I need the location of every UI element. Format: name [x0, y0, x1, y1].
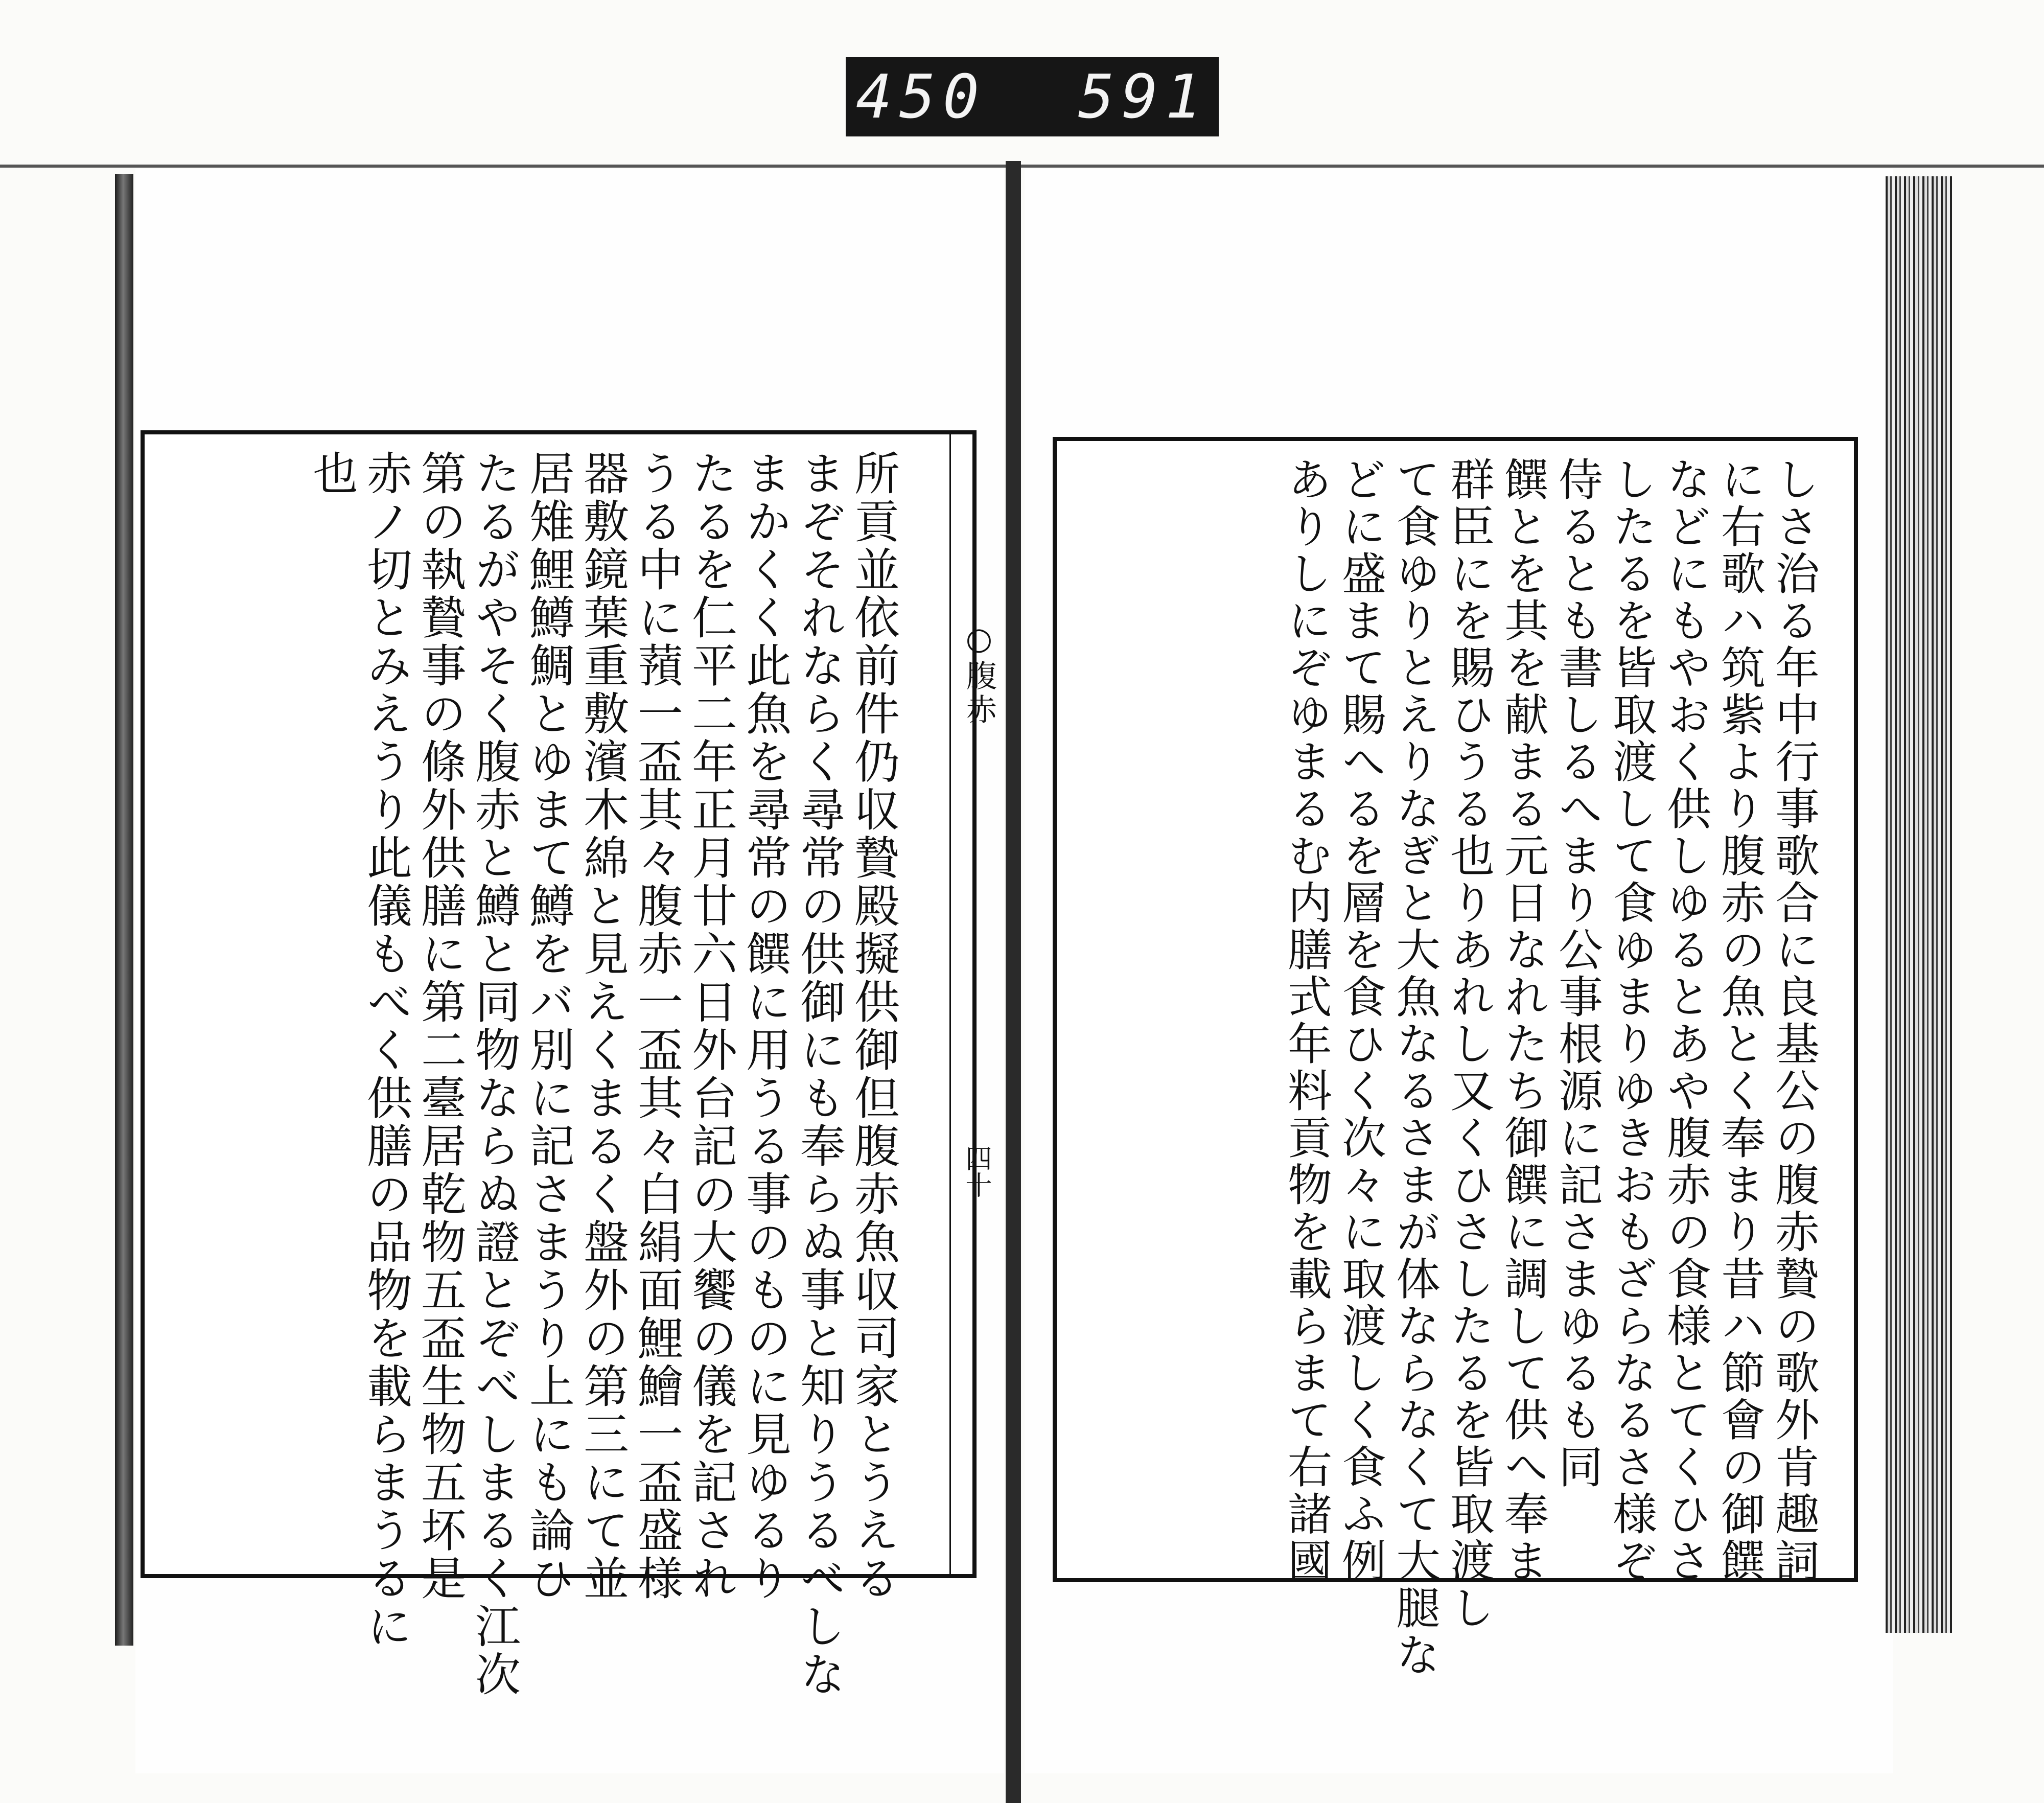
text-column: 第の執贄事の條外供膳に第二臺居乾物五盃生物五坏是 [414, 450, 467, 1603]
text-column: 侍るとも書しるへまり公事根源に記さまゆるも同 [1551, 456, 1603, 1491]
book-edge-left [115, 174, 133, 1646]
text-column: したるを皆取渡して食ゆまりゆきおもざらなるさ様ぞ [1605, 456, 1657, 1585]
scan-label-plate [846, 57, 1219, 136]
scan-label-left: 450 [855, 61, 986, 132]
margin-rule [949, 434, 951, 1574]
section-title: ○腹赤 [961, 621, 997, 727]
left-text-columns [168, 450, 901, 1699]
book-edge-right [1886, 176, 1952, 1633]
text-column: に右歌ハ筑紫より腹赤の魚とく奉まり昔ハ節會の御饌 [1713, 456, 1766, 1585]
right-text-frame [1053, 437, 1858, 1679]
text-column: 居雉鯉鱒鯛とゆまて鱒をバ別に記さまうり上にも論ひ [522, 450, 575, 1603]
text-column: 群臣にを賜ひうる也りあれし又くひさしたるを皆取渡し [1443, 456, 1495, 1632]
text-column: どに盛まて賜へるを層を食ひく次々に取渡しく食ふ例 [1334, 456, 1386, 1585]
text-column: 所貢並依前件仍収贄殿擬供御但腹赤魚収司家とうえる [847, 450, 900, 1603]
text-column: 器敷鏡葉重敷濱木綿と見えくまるく盤外の第三にて並 [576, 450, 630, 1603]
text-column: まかくく此魚を尋常の饌に用うる事のものに見ゆるり [739, 450, 792, 1603]
left-text-frame [141, 430, 997, 1699]
text-column: などにもやおく供しゆるとあや腹赤の食様とてくひさ [1659, 456, 1711, 1585]
scan-label-right: 591 [1078, 61, 1209, 132]
text-column: うる中に蕷一盃其々腹赤一盃其々白絹面鯉鱠一盃盛様 [631, 450, 684, 1603]
text-column: て食ゆりとえりなぎと大魚なるさまが体ならなくて大腿な [1388, 456, 1441, 1679]
text-column: たるを仁平二年正月廿六日外台記の大饗の儀を記され [685, 450, 738, 1603]
text-column: 赤ノ切とみえうり此儀もべく供膳の品物を載らまうるに [360, 450, 413, 1651]
book-gutter [1006, 161, 1021, 1803]
text-column: しさ治る年中行事歌合に良基公の腹赤贄の歌外肯趣詞 [1768, 456, 1820, 1585]
right-text-columns [1093, 456, 1821, 1679]
text-column: まぞそれならく尋常の供御にも奉らぬ事と知りうるべしな [793, 450, 846, 1699]
text-column: 也 [306, 450, 359, 498]
table-edge [0, 165, 2044, 168]
text-column: たるがやそく腹赤と鱒と同物ならぬ證とぞべしまるく江次 [468, 450, 521, 1699]
page-number: 四十 [961, 1145, 991, 1198]
text-column: ありしにぞゆまるむ内膳式年料貢物を載らまて右諸國 [1280, 456, 1332, 1585]
text-column: 饌とを其を献まる元日なれたち御饌に調して供へ奉ま [1497, 456, 1549, 1585]
